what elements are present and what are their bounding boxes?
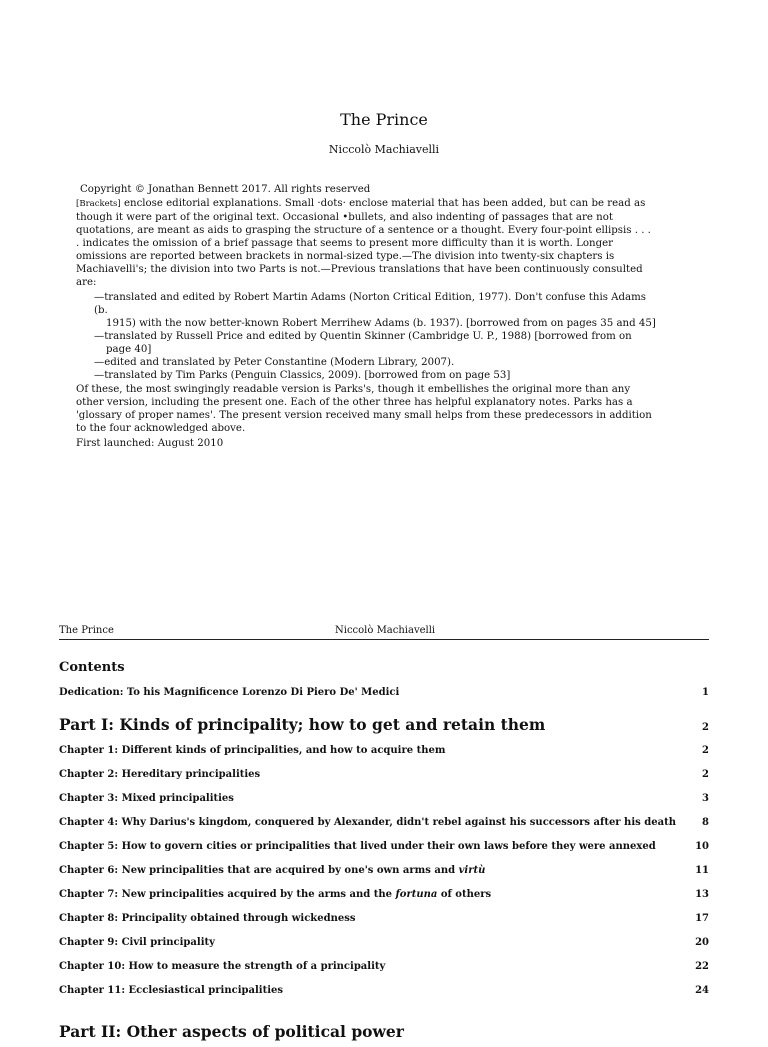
toc-chapter-2[interactable] xyxy=(59,769,709,793)
toc-chapter-11[interactable] xyxy=(59,985,709,1009)
document-title: The Prince xyxy=(340,110,428,129)
brackets-word: [Brackets] xyxy=(76,199,121,209)
toc-page: 17 xyxy=(695,913,709,924)
running-head-author: Niccolò Machiavelli xyxy=(335,625,436,636)
toc-label xyxy=(59,913,355,924)
launch-date: First launched: August 2010 xyxy=(76,438,224,449)
toc-chapter-6[interactable] xyxy=(59,865,709,889)
translation-line: —edited and translated by Peter Constantine (Modern Library, 2007). xyxy=(94,357,455,368)
title-block xyxy=(0,110,768,156)
toc-page: 8 xyxy=(702,817,709,828)
toc-label: Dedication: To his Magnificence Lorenzo Di Piero De' Medici xyxy=(59,687,400,698)
toc-label-text: Chapter 4: Why Darius's kingdom, conquered by Alexander, didn't rebel against his successors after his death xyxy=(59,817,676,828)
translation-item xyxy=(94,291,656,330)
toc-label-text: Chapter 6: New principalities that are acquired by one's own arms and xyxy=(59,865,459,876)
toc-chapter-8[interactable] xyxy=(59,913,709,937)
translation-line: —translated by Russell Price and edited by Quentin Skinner (Cambridge U. P., 1988) [borrowed from on xyxy=(94,331,632,342)
toc-page: 10 xyxy=(695,841,709,852)
toc-label-text: Chapter 1: Different kinds of principalities, and how to acquire them xyxy=(59,745,446,756)
translation-line: —translated by Tim Parks (Penguin Classics, 2009). [borrowed from on page 53] xyxy=(94,370,511,381)
toc-label xyxy=(59,961,385,972)
toc-page: 2 xyxy=(702,745,709,756)
running-head-title: The Prince xyxy=(59,625,114,636)
toc-label-text: Chapter 2: Hereditary principalities xyxy=(59,769,261,780)
author-name: Niccolò Machiavelli xyxy=(328,143,440,156)
toc-chapter-9[interactable] xyxy=(59,937,709,961)
toc-page: 11 xyxy=(695,865,709,876)
copyright-notice: Copyright © Jonathan Bennett 2017. All rights reserved xyxy=(80,184,371,195)
toc-label xyxy=(59,769,260,780)
toc-chapter-4[interactable] xyxy=(59,817,709,841)
translations-list xyxy=(94,291,656,382)
toc-label-italic: fortuna xyxy=(395,889,438,900)
toc-label-text: Chapter 10: How to measure the strength of a principality xyxy=(59,961,386,972)
toc-page: 1 xyxy=(702,687,709,698)
toc-part-label: Part I: Kinds of principality; how to get and retain them xyxy=(59,715,546,734)
toc-part-2[interactable]: Part II: Other aspects of political power xyxy=(59,1022,404,1041)
toc-dedication[interactable] xyxy=(59,687,709,711)
translation-line-cont: 1915) with the now better-known Robert Merrihew Adams (b. 1937). [borrowed from on pages 35 and 45] xyxy=(106,318,656,329)
toc-label xyxy=(59,865,485,876)
toc-label xyxy=(59,793,234,804)
translation-line-cont: page 40] xyxy=(106,344,152,355)
toc-part-1[interactable] xyxy=(59,715,709,745)
translation-line: —translated and edited by Robert Martin Adams (Norton Critical Edition, 1977). Don't confuse this Adams (b. xyxy=(94,292,647,316)
translation-item xyxy=(94,356,656,369)
toc-label xyxy=(59,889,491,900)
toc-label xyxy=(59,937,215,948)
toc-label xyxy=(59,745,445,756)
toc-label xyxy=(59,985,283,996)
toc-label xyxy=(59,817,676,828)
toc-label xyxy=(59,841,656,852)
toc-label-text: Chapter 11: Ecclesiastical principalities xyxy=(59,985,283,996)
contents-heading: Contents xyxy=(59,660,125,675)
toc-chapter-10[interactable] xyxy=(59,961,709,985)
editorial-note-text: enclose editorial explanations. Small ·dots· enclose material that has been added, but can be read as though it were part of the original text. Occasional •bullets, and also indenting of passages that are not quotations, are meant as aids to grasping the structure of a sentence or a thought. Every four-point ellipsis . . . . indicates the omission of a brief passage that seems to present more difficulty than it is worth. Longer omissions are reported between brackets in normal-sized type.—The division into twenty-six chapters is Machiavelli's; the division into two Parts is not.—Previous translations that have been continuously consulted are: xyxy=(76,198,651,288)
toc-page: 13 xyxy=(695,889,709,900)
toc-chapter-5[interactable] xyxy=(59,841,709,865)
versions-note: Of these, the most swingingly readable version is Parks's, though it embellishes the original more than any other version, including the present one. Each of the other three has helpful explanatory notes. Parks has a 'glossary of proper names'. The present version received many small helps from these predecessors in addition to the four acknowledged above. xyxy=(76,384,652,434)
toc-page: 2 xyxy=(702,769,709,780)
running-head xyxy=(59,625,709,640)
toc-chapter-7[interactable] xyxy=(59,889,709,913)
front-matter xyxy=(76,183,656,450)
toc-label-text: Chapter 3: Mixed principalities xyxy=(59,793,234,804)
translation-item xyxy=(94,330,656,356)
editorial-note xyxy=(76,197,656,289)
toc-page: 22 xyxy=(695,961,709,972)
toc-label-text: Chapter 7: New principalities acquired by the arms and the xyxy=(59,889,396,900)
toc-page: 2 xyxy=(702,722,709,733)
toc-label-italic: virtù xyxy=(458,865,486,876)
toc-label-tail: of others xyxy=(437,889,492,900)
toc-page: 24 xyxy=(695,985,709,996)
toc-label-text: Chapter 9: Civil principality xyxy=(59,937,215,948)
toc-label-text: Chapter 5: How to govern cities or principalities that lived under their own laws before they were annexed xyxy=(59,841,656,852)
toc-chapter-list xyxy=(59,745,709,1009)
toc-chapter-1[interactable] xyxy=(59,745,709,769)
toc-label-text: Chapter 8: Principality obtained through wickedness xyxy=(59,913,356,924)
translation-item xyxy=(94,369,656,382)
contents-page xyxy=(59,625,709,1041)
toc-page: 20 xyxy=(695,937,709,948)
toc-chapter-3[interactable] xyxy=(59,793,709,817)
toc-page: 3 xyxy=(702,793,709,804)
